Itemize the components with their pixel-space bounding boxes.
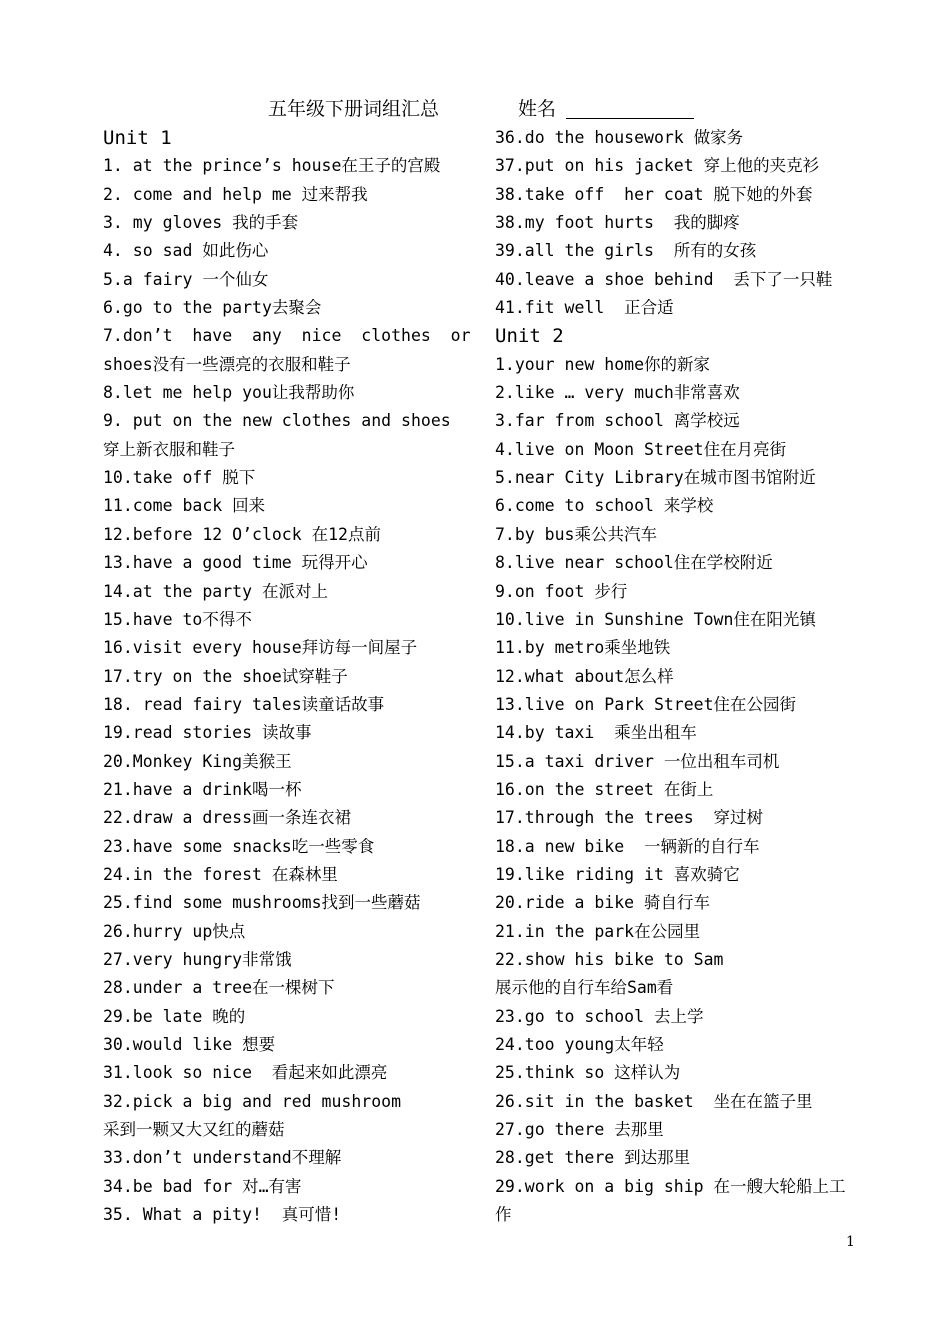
phrase-line: 4. so sad 如此伤心 [103,241,269,261]
phrase-line: 15.have to不得不 [103,609,252,629]
phrase-line: 12.before 12 O’clock 在12点前 [103,524,381,544]
name-blank-line [566,118,694,119]
phrase-line: 33.don’t understand不理解 [103,1148,342,1168]
phrase-line: 17.try on the shoe试穿鞋子 [103,666,348,686]
phrase-line: 34.be bad for 对…有害 [103,1176,302,1196]
phrase-line: 25.think so 这样认为 [495,1063,681,1083]
phrase-line: 14.at the party 在派对上 [103,581,328,601]
name-label: 姓名 [518,98,557,120]
phrase-line: 31.look so nice 看起来如此漂亮 [103,1063,388,1083]
phrase-line: shoes没有一些漂亮的衣服和鞋子 [103,354,351,374]
unit-heading: Unit 1 [103,127,172,149]
phrase-line: 6.come to school 来学校 [495,496,714,516]
page-title: 五年级下册词组汇总 [268,98,440,120]
phrase-line: 6.go to the party去聚会 [103,298,322,318]
phrase-line: 展示他的自行车给Sam看 [495,978,674,998]
phrase-line: 13.live on Park Street住在公园街 [495,694,797,714]
phrase-line: 30.would like 想要 [103,1035,276,1054]
phrase-line: 27.very hungry非常饿 [103,949,292,969]
right-column [495,124,867,1229]
phrase-line: 19.like riding it 喜欢骑它 [495,864,740,884]
phrase-line: 32.pick a big and red mushroom [103,1091,402,1111]
phrase-line: 作 [495,1205,512,1225]
phrase-line: 21.have a drink喝一杯 [103,779,302,799]
phrase-line: 29.be late 晚的 [103,1006,246,1026]
phrase-line: 10.take off 脱下 [103,468,256,488]
phrase-line: 28.under a tree在一棵树下 [103,978,335,998]
phrase-line: 36.do the housework 做家务 [495,128,744,147]
phrase-line: 24.too young太年轻 [495,1035,664,1054]
phrase-line: 21.in the park在公园里 [495,921,701,941]
phrase-line: 7.by bus乘公共汽车 [495,524,657,544]
header [0,94,950,128]
left-column [103,124,473,1229]
phrase-line: 12.what about怎么样 [495,666,674,686]
phrase-line: 18.a new bike 一辆新的自行车 [495,836,760,856]
phrase-line: 9. put on the new clothes and shoes [103,411,451,431]
phrase-line: 8.live near school住在学校附近 [495,553,773,573]
phrase-line: 11.come back 回来 [103,496,266,516]
phrase-line: 37.put on his jacket 穿上他的夹克衫 [495,156,820,176]
phrase-line: 1. at the prince’s house在王子的宫殿 [103,156,441,176]
phrase-line: 38.my foot hurts 我的脚疼 [495,213,740,233]
phrase-line: 20.ride a bike 骑自行车 [495,893,711,913]
phrase-line: 19.read stories 读故事 [103,723,312,743]
phrase-line: 40.leave a shoe behind 丢下了一只鞋 [495,269,833,289]
unit-heading: Unit 2 [495,325,564,348]
phrase-line: 24.in the forest 在森林里 [103,864,338,884]
phrase-line: 5.a fairy 一个仙女 [103,269,269,289]
phrase-line: 25.find some mushrooms找到一些蘑菇 [103,893,421,913]
phrase-line: 23.go to school 去上学 [495,1006,704,1026]
phrase-line: 14.by taxi 乘坐出租车 [495,723,697,743]
phrase-line: 27.go there 去那里 [495,1120,664,1140]
phrase-line: 7.don’t have any nice clothes or [103,326,471,346]
phrase-line: 15.a taxi driver 一位出租车司机 [495,751,780,771]
phrase-line: 26.hurry up快点 [103,921,246,941]
phrase-line: 16.on the street 在街上 [495,779,714,799]
phrase-line: 20.Monkey King美猴王 [103,751,292,771]
phrase-line: 41.fit well 正合适 [495,298,674,318]
phrase-line: 38.take off her coat 脱下她的外套 [495,184,813,204]
phrase-line: 8.let me help you让我帮助你 [103,383,355,403]
page-number: 1 [846,1234,855,1250]
phrase-line: 17.through the trees 穿过树 [495,808,764,828]
phrase-line: 3. my gloves 我的手套 [103,213,299,233]
phrase-line: 28.get there 到达那里 [495,1148,691,1168]
phrase-line: 35. What a pity! 真可惜! [103,1205,342,1225]
phrase-line: 22.draw a dress画一条连衣裙 [103,808,352,828]
phrase-line: 13.have a good time 玩得开心 [103,553,368,573]
phrase-line: 采到一颗又大又红的蘑菇 [103,1120,285,1140]
phrase-line: 23.have some snacks吃一些零食 [103,836,375,856]
phrase-line: 18. read fairy tales读童话故事 [103,694,385,714]
phrase-line: 2. come and help me 过来帮我 [103,184,368,204]
phrase-line: 10.live in Sunshine Town住在阳光镇 [495,609,816,629]
phrase-line: 5.near City Library在城市图书馆附近 [495,468,816,488]
phrase-line: 4.live on Moon Street住在月亮街 [495,439,787,459]
phrase-line: 16.visit every house拜访每一间屋子 [103,638,418,658]
phrase-line: 穿上新衣服和鞋子 [103,439,235,459]
phrase-line: 3.far from school 离学校远 [495,411,740,431]
phrase-line: 22.show his bike to Sam [495,949,724,969]
phrase-line: 1.your new home你的新家 [495,354,711,374]
phrase-line: 29.work on a big ship 在一艘大轮船上工 [495,1176,846,1196]
phrase-line: 39.all the girls 所有的女孩 [495,241,757,261]
phrase-line: 11.by metro乘坐地铁 [495,638,671,658]
phrase-line: 26.sit in the basket 坐在在篮子里 [495,1091,813,1111]
phrase-line: 9.on foot 步行 [495,581,628,601]
phrase-line: 2.like … very much非常喜欢 [495,383,740,403]
